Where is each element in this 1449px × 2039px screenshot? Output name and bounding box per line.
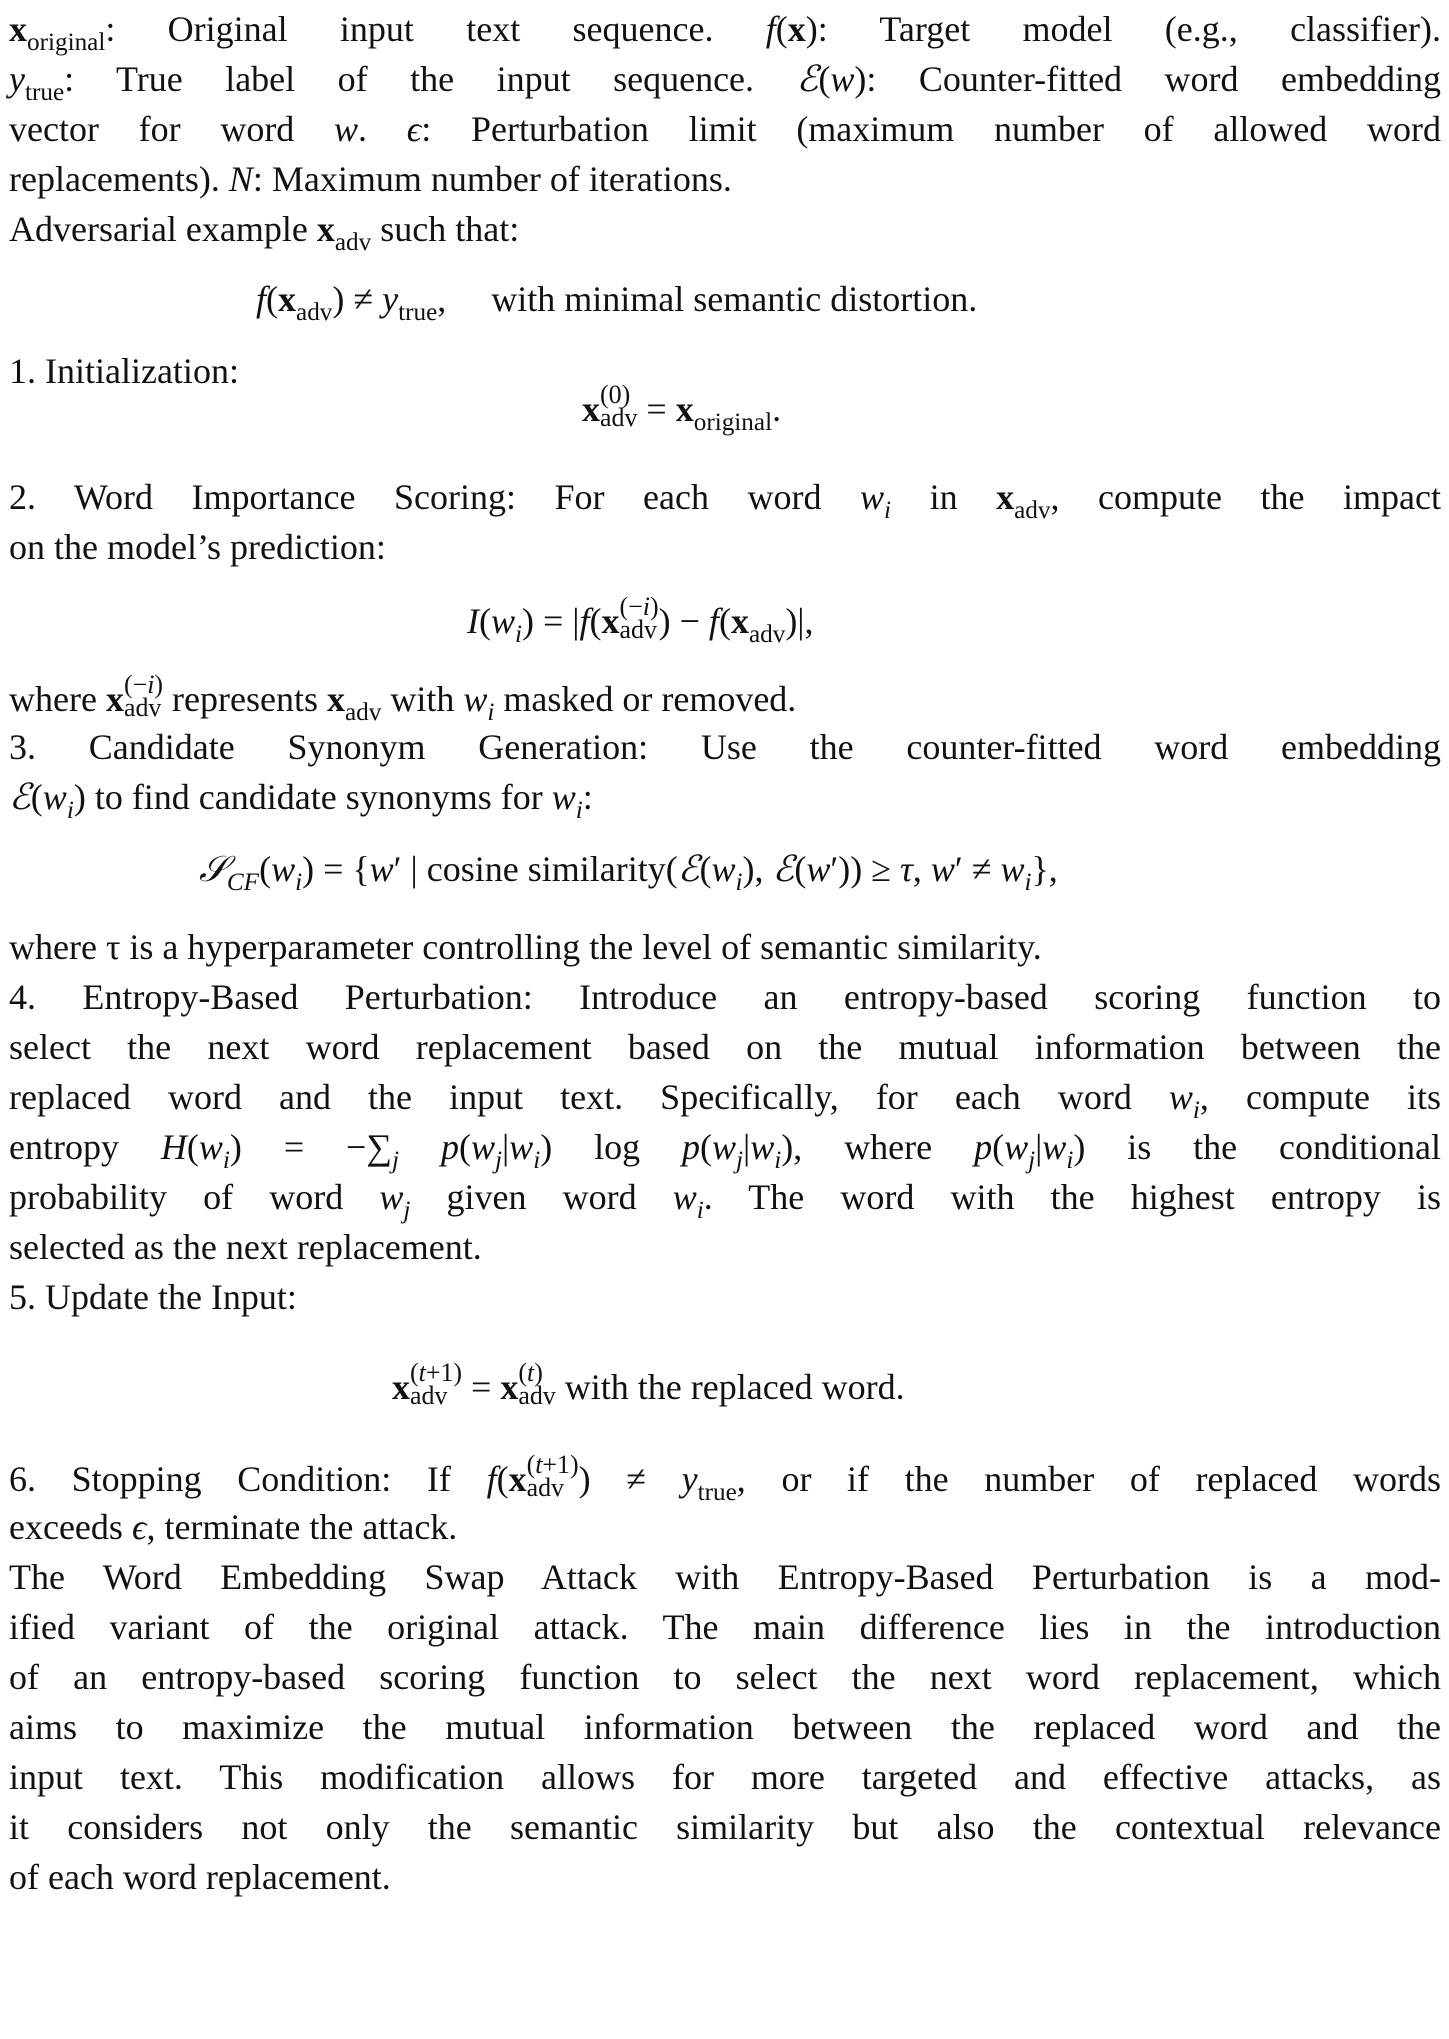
definition-line-3: vector for word w. ϵ: Perturbation limit (maximum number of allowed word	[9, 109, 1441, 149]
step-4-line-2: select the next word replacement based on the mutual information between the	[9, 1027, 1441, 1067]
objective-text: with minimal semantic distortion.	[491, 279, 978, 319]
step-6-line-1-b: or if the number of replaced words	[781, 1459, 1442, 1500]
definition-line-2: $y_{true}$: True label of the input sequence. ℰ(w): Counter-fitted word embedding	[9, 59, 1441, 106]
summary-line-6: it considers not only the semantic similarity but also the contextual relevance	[9, 1807, 1441, 1847]
step-2-line-1: 2. Word Importance Scoring: For each word $w_i$ in $x_{adv}$, compute the impact	[9, 477, 1441, 524]
summary-line-3: of an entropy-based scoring function to select the next word replacement, which	[9, 1657, 1441, 1697]
summary-line-2: ified variant of the original attack. The main difference lies in the introduction	[9, 1607, 1441, 1647]
summary-line-7: of each word replacement.	[9, 1857, 391, 1897]
step-6-line-1-a: 6. Stopping Condition: If	[9, 1459, 451, 1500]
step-6-line-2: exceeds ϵ, terminate the attack.	[9, 1507, 458, 1547]
summary-line-1: The Word Embedding Swap Attack with Entropy-Based Perturbation is a mod-	[9, 1557, 1441, 1597]
step-4-line-6: selected as the next replacement.	[9, 1227, 482, 1267]
step-1-equation: x (0) adv = $x_{original}$.	[582, 380, 782, 436]
step-3-line-2-text: to find candidate synonyms for	[94, 777, 543, 817]
step-4-line-5: probability of word $w_j$ given word $w_i$. The word with the highest entropy is	[9, 1177, 1442, 1224]
step-4-line-3: replaced word and the input text. Specifically, for each word $w_i$, compute its	[9, 1077, 1441, 1124]
step-2-where: where x (−i) adv represents $x_{adv}$ with $w_i$ masked or removed.	[9, 670, 797, 726]
definition-line-5: Adversarial example $x_{adv}$ such that:	[9, 209, 520, 256]
update-equation-text: with the replaced word.	[564, 1367, 905, 1408]
summary-line-4: aims to maximize the mutual information between the replaced word and the	[9, 1707, 1441, 1747]
synonym-set-equation: $𝒮_{CF}(w_i) = \{w'$ | cosine $similarity(ℰ(w_i)$, ℰ(w′)) ≥ τ, $w' \ne w_i$},	[199, 849, 1058, 896]
definition-line-4: replacements). N: Maximum number of iterations.	[9, 159, 732, 199]
step-4-line-1: 4. Entropy-Based Perturbation: Introduce an entropy-based scoring function to	[9, 977, 1441, 1017]
update-equation: x (t+1) adv = x (t) adv with the replaced word.	[392, 1358, 905, 1411]
step-4-line-4: entropy $H(w_i) = -\sum_j$ $p(w_j|w_i)$ $\log p(w_j|w_i)$, where $p(w_j|w_i)$ is the conditional	[9, 1127, 1442, 1174]
definition-line-1: $x_{original}$: Original input text sequence. f(x): Target model (e.g., classifier).	[9, 9, 1441, 56]
importance-equation: $I(w_i) = |f(x$ (−i) adv ) − $f(x_{adv})|$,	[467, 592, 814, 648]
step-1-title: 1. Initialization:	[9, 351, 239, 391]
summary-line-5: input text. This modification allows for more targeted and effective attacks, as	[9, 1757, 1441, 1797]
step-2-line-2: on the model’s prediction:	[9, 527, 386, 567]
step-3-where: where τ is a hyperparameter controlling the level of semantic similarity.	[9, 927, 1042, 967]
step-6-line-1: 6. Stopping Condition: If f(x (t+1) adv ) ≠ $y_{true}$, or if the number of replaced words	[9, 1450, 1442, 1506]
step-3-line-2: $ℰ(w_i)$ to find candidate synonyms for $w_i$:	[9, 777, 593, 824]
step-3-line-1: 3. Candidate Synonym Generation: Use the counter-fitted word embedding	[9, 727, 1441, 767]
objective-equation: $f(x_{adv}) \ne y_{true}$, with minimal semantic distortion.	[256, 279, 978, 326]
step-5-title: 5. Update the Input:	[9, 1277, 297, 1317]
